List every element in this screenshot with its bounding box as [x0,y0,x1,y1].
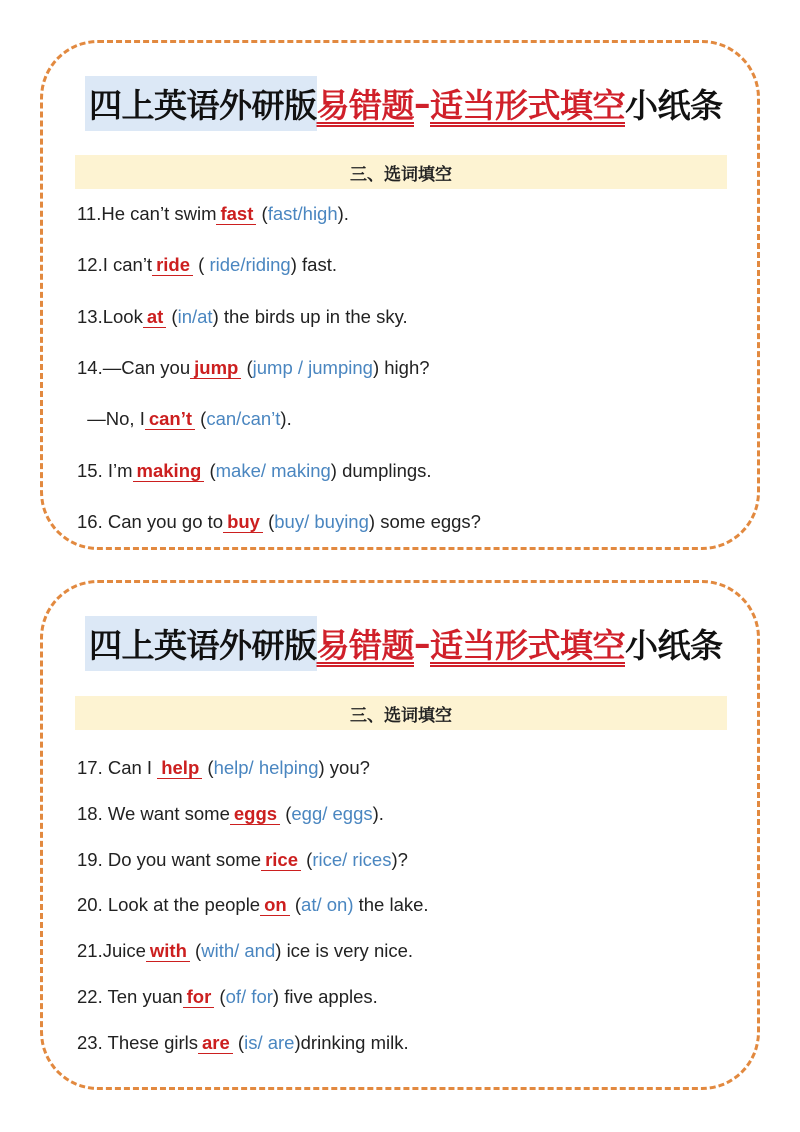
title-part-4: 小纸条 [625,625,723,665]
question-text: 16. Can you go to [77,511,224,532]
question-text: ( [241,357,253,378]
question-text: ) you? [318,757,370,778]
title-part-2: 易错题 [316,625,414,665]
question-item [77,203,349,225]
question-text: ) some eggs? [368,511,481,532]
question-text: 11.He can’t swim [77,203,217,224]
question-text: 23. These girls [77,1032,198,1053]
question-item [77,511,481,533]
question-text: ) the birds up in the sky. [212,306,408,327]
answer-blank: fast [216,204,256,225]
question-text: ). [280,408,292,429]
answer-blank: on [260,895,290,916]
answer-options: at/ on) [301,894,354,915]
question-item [77,460,432,482]
question-text: 20. Look at the people [77,894,261,915]
question-text: 21.Juice [77,940,146,961]
section-heading: 三、选词填空 [75,155,727,189]
answer-options: make/ making [215,460,331,481]
answer-options: help/ helping [213,757,319,778]
question-text: ( [262,511,275,532]
question-item [77,849,408,871]
question-text: ) fast. [290,254,337,275]
question-text: 13.Look [77,306,143,327]
question-item [77,986,378,1008]
question-text: ) high? [372,357,430,378]
section-heading: 三、选词填空 [75,696,727,730]
question-text: 15. I’m [77,460,133,481]
question-text: 22. Ten yuan [77,986,183,1007]
question-item [77,803,384,825]
question-text: 17. Can I [77,757,153,778]
question-text: ( [189,940,202,961]
card-title [85,77,723,129]
question-item [77,757,370,779]
answer-options: is/ are [244,1032,295,1053]
question-text: 14.—Can you [77,357,191,378]
question-item [77,357,430,379]
answer-blank: jump [190,358,241,379]
answer-blank: at [143,307,166,328]
answer-blank: making [133,461,205,482]
question-text: )? [391,849,408,870]
title-dash: – [414,623,430,663]
answer-blank: buy [223,512,263,533]
answer-blank: can’t [145,409,195,430]
question-text: —No, I [77,408,145,429]
title-part-3: 适当形式填空 [430,625,625,665]
question-text: ( [214,986,226,1007]
question-item [77,940,413,962]
answer-blank: with [146,941,190,962]
answer-blank: rice [261,850,301,871]
question-text: ( [193,254,210,275]
title-part-3: 适当形式填空 [430,85,625,125]
question-text: ( [301,849,313,870]
question-text: ( [202,757,214,778]
answer-blank: for [183,987,215,1008]
answer-options: ride/riding [209,254,291,275]
answer-options: in/at [177,306,213,327]
title-dash: – [414,83,430,123]
question-text: 19. Do you want some [77,849,262,870]
question-text: 12.I can’t [77,254,153,275]
question-text: ). [372,803,384,824]
answer-blank: help [157,758,202,779]
answer-options: rice/ rices [312,849,392,870]
question-text: )drinking milk. [294,1032,409,1053]
question-text: ( [256,203,268,224]
answer-blank: ride [152,255,193,276]
question-text: ( [195,408,207,429]
question-text: ( [232,1032,245,1053]
answer-options: buy/ buying [274,511,369,532]
question-text: ( [289,894,302,915]
question-text: ) ice is very nice. [275,940,414,961]
title-part-1: 四上英语外研版 [85,616,317,671]
question-text: 18. We want some [77,803,230,824]
question-item [77,894,429,916]
question-text: ) five apples. [272,986,378,1007]
question-text: ) dumplings. [330,460,432,481]
question-item [77,306,408,328]
answer-options: fast/high [267,203,338,224]
answer-blank: are [198,1033,233,1054]
card-2 [40,580,760,1090]
answer-blank: eggs [230,804,280,825]
question-text: ( [166,306,178,327]
card-1 [40,40,760,550]
answer-options: of/ for [225,986,273,1007]
answer-options: jump / jumping [252,357,373,378]
question-item [77,1032,409,1054]
question-text: the lake. [353,894,429,915]
question-text: ). [337,203,349,224]
card-title [85,617,723,669]
answer-options: can/can’t [206,408,281,429]
answer-options: egg/ eggs [291,803,373,824]
answer-options: with/ and [201,940,276,961]
question-text: ( [280,803,292,824]
title-part-4: 小纸条 [625,85,723,125]
title-part-1: 四上英语外研版 [85,76,317,131]
title-part-2: 易错题 [316,85,414,125]
question-text: ( [204,460,216,481]
question-item [77,408,292,430]
question-item [77,254,337,276]
